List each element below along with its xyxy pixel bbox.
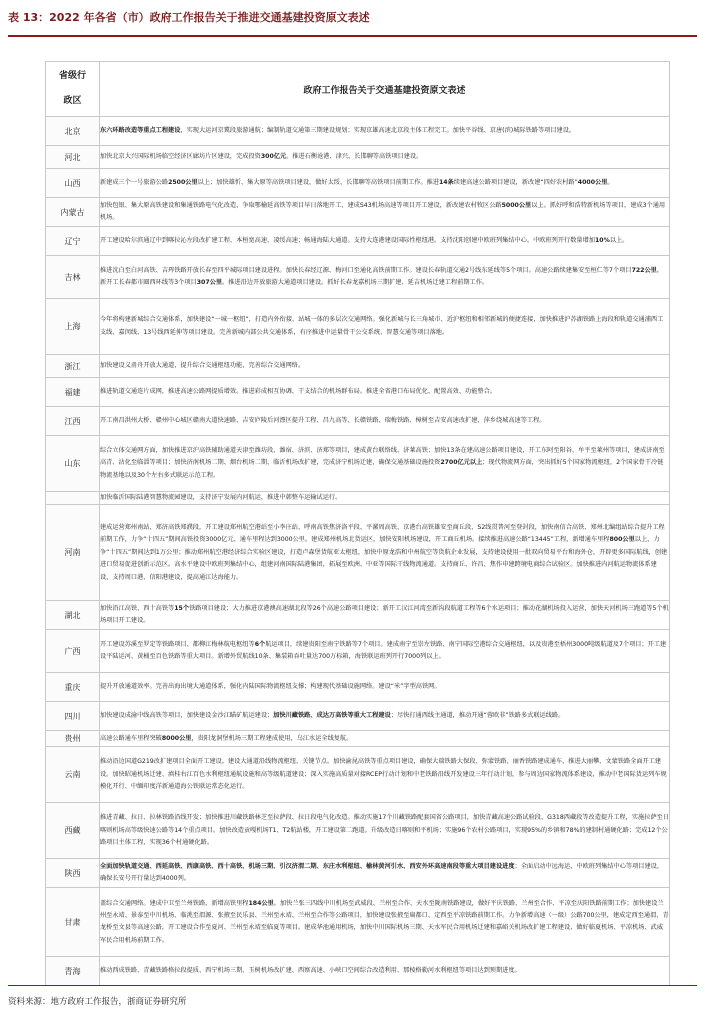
description-text: 综合立体交通网方面，加快推进京沪高铁辅助通道天津至潍坊段、潍宿、济滨、济郑等项目，建成黄台联络线、济莱高铁；加快13条在建高速公路项目建设，开工东阿至阳谷、牟平至莱州等项目，建成济南至高青、沾化至临淄等项目；加快济南机场二期、烟台机场二期、临沂机场改扩建，完成济宁机场迁建，确保交通基础设施投资: [100, 446, 665, 467]
province-cell: 四川: [46, 702, 100, 731]
table-header-row: [46, 62, 670, 117]
title-divider: [8, 35, 697, 37]
highlighted-text: 2500公里: [168, 178, 198, 186]
description-cell: [100, 957, 670, 986]
description-text: 铁路项目建设；大力推进京港澳高速湖北段等26个高速公路项目建设；新开工汉江河湾至新沟段航道工程等6个水运项目；推动花湖机场投入运营，加快天河机场三跑道等5个机场项目开工建设。: [100, 605, 669, 625]
description-text: 建成运营郑州南站、郑济高铁郑濮段，开工建设郑州航空港站至小李庄站、呼南高铁焦济洛平段、平漯周高铁、京港台高铁雄安至商丘段、S2线贯普河至登封段，加快南信合高铁、郑州北编组站综合提升工程前期工作，力争“十四五”期间高铁投资3000亿元、通车里程达到3000公里。建成郑州机场北货运区，加快安阳机场建设，开工商丘机场。接续推进高速公路“13445”工程，新增通车里程: [100, 523, 665, 544]
table-row: [46, 355, 670, 378]
table-row: [46, 601, 670, 630]
province-cell: 云南: [46, 747, 100, 803]
description-text: ，新开工长春都市圈西环线等3个项目: [100, 266, 664, 286]
province-cell: 陕西: [46, 859, 100, 888]
province-cell: 河南: [46, 505, 100, 601]
province-cell: 重庆: [46, 673, 100, 702]
description-text: 推进青藏、拉日、拉林铁路沿线开发；加快推进川藏铁路林芝至拉萨段、拉日段电气化改造。推动实施17个川藏铁路配套国省公路项目，加快青藏高速公路试验段、G318西藏段等改造提升工程，实施拉萨至日喀则机场高等级快速公路等14个重点项目。加快改造贡嘎机场T1、T2航站楼，开工建设第二跑道。升级改造日喀则和平机场；实施96个农村公路项目，实现95%的乡镇和78%的建制村通硬化路；完成12个公路项目主体工程，实现36个村通硬化路。: [100, 814, 669, 847]
description-text: 航运项目，续建贵阳至南宁铁路等7个项目。建成南宁至崇左铁路、南宁国际空港综合交通枢纽，以及贵港至梧州3000吨级航道及7个项目；开工建设平陆运河、黄桶至百色铁路等重大项目。新增外贸航线10条、集装箱吞吐量达700万标箱，海铁联运班列开行7000列以上。: [100, 641, 667, 661]
table-row: [46, 227, 670, 256]
description-cell: [100, 146, 670, 169]
description-cell: [100, 407, 670, 436]
description-cell: [100, 492, 670, 505]
table-row: [46, 198, 670, 227]
table-row: [46, 747, 670, 803]
description-cell: [100, 436, 670, 492]
province-cell: 浙江: [46, 355, 100, 378]
description-text: 开工南昌洪州大桥、赣州中心城区赣南大道快速路、吉安庐陵后河漂区提升工程、昌九高等、长赣铁路、瑞梅铁路、樟树至吉安高速改扩建、萍乡绕城高速等工程。: [100, 416, 546, 424]
description-cell: [100, 117, 670, 146]
province-cell: 江西: [46, 407, 100, 436]
description-text: 以上。: [609, 236, 629, 244]
description-text: ；尽快打通西线主通道，推动开通“蓉欧非”铁路多式联运线路。: [390, 712, 565, 720]
description-text: 加快包银、集大原高铁建设和集通铁路电气化改造，争取鄂榆延高铁等项目早日落地开工，建成S43机场高速等项目开工建设，新改建农村牧区公路: [100, 201, 502, 209]
province-cell: 甘肃: [46, 888, 100, 957]
table-row: [46, 299, 670, 355]
description-cell: [100, 169, 670, 198]
description-text: 开工建设哈尔滨通辽中到喀拉沁左段改扩建工程、本桓宽高速、凌绥高速；畅通海陆大通道。支持大连港建设国际性枢纽港。支持沈阳创建中欧班列集结中心。中欧班列开行数量增加: [100, 236, 595, 244]
description-text: 以上。抓好呼和浩特新机场等项目，建成3个通用机场。: [100, 201, 666, 221]
province-cell: 河北: [46, 146, 100, 169]
province-cell: 内蒙古: [46, 198, 100, 227]
table-row: [46, 169, 670, 198]
description-text: ；现代物流网方面，突出抓好5个国家物流枢纽，2个国家骨干冷链物流基地以及30个左右多式联运示范工程。: [100, 459, 664, 479]
highlighted-text: 加快川藏铁路、成达万高铁等重大工程建设: [273, 712, 391, 720]
table-row: [46, 436, 670, 492]
province-cell: 广西: [46, 630, 100, 673]
province-cell: 贵州: [46, 731, 100, 747]
highlighted-text: 东六环路改造等重点工程建设: [100, 126, 181, 134]
description-text: 。加快兰张三四线中川机场至武威段、兰州至合作、天水至陇南铁路建设，做好平庆铁路、兰州至合作、平凉至庆阳铁路前期工作；加快建设兰州至永靖、景泰至中川机场、临洮至渭源、张掖至民乐县、兰州至永靖、兰州至合作等公路项目，加快建设张掖至扁都口、定西至平凉铁路前期工作。力争新增高速（一级）公路700公里，建成定西至通渭、青龙桥至文县等高速公路，开工建设合作至夏河、兰州至永靖至临夏等项目。建成华池通用机场，加快中川国际机场三期、天水军民合用机场迁建和嘉峪关机场改扩建工程建设，做好临夏机场、平凉机场、武威军民合用机场前期工作。: [100, 899, 669, 944]
header-province-line2: 政区: [63, 96, 82, 106]
province-cell: 上海: [46, 299, 100, 355]
description-cell: [100, 256, 670, 299]
description-text: 推进沈白至白河高铁、吉珲铁路开放长春至四平城际项目建设进程。加快长春经辽源、梅河口至通化高铁前期工作。建设长春轨道交通2号线东延线等5个项目。高速公路续建集安至桓仁等7个项目: [100, 266, 632, 274]
highlighted-text: 6个: [254, 641, 266, 648]
description-cell: [100, 888, 670, 957]
table-row: [46, 256, 670, 299]
highlighted-text: 14条: [438, 178, 454, 186]
table-row: [46, 492, 670, 505]
description-text: 加快沿江高铁、西十高铁等: [100, 605, 175, 612]
description-cell: [100, 378, 670, 407]
table-row: [46, 957, 670, 986]
policy-table: [45, 61, 670, 986]
description-cell: [100, 747, 670, 803]
table-title: 表 13：2022 年各省（市）政府工作报告关于推进交通基建投资原文表述: [8, 11, 370, 24]
province-cell: 辽宁: [46, 227, 100, 256]
table-row: [46, 630, 670, 673]
highlighted-text: 184公里: [248, 899, 274, 907]
description-text: 加快建设义甬舟开放大通道，提升综合交通枢纽功能，完善综合交通网络。: [100, 361, 305, 369]
description-cell: [100, 227, 670, 256]
description-text: 续建高速公路项目建设，新改建“四好农村路”: [453, 178, 578, 186]
table-body: [46, 117, 670, 986]
description-text: 今年将构建新城综合交通体系，加快建设“一城一枢纽”，打造内外衔接、站城一体的多层次交通网络。强化新城与长三角城市、近沪枢纽和相邻新城的便捷连接，加快推进沪苏湖铁路上海段和轨道交通浦西工支线、嘉闵线、13号线西延伸等项目建设。完善新城内部公共交通体系，有序推进中运量骨干公交系统、智慧交通等项目落地。: [100, 316, 664, 336]
highlighted-text: 5000公里: [501, 201, 532, 209]
table-row: [46, 803, 670, 859]
description-cell: [100, 601, 670, 630]
header-province: [46, 62, 100, 117]
header-province-line1: 省级行: [58, 71, 86, 81]
table-row: [46, 407, 670, 436]
header-description: 政府工作报告关于交通基建投资原文表述: [100, 62, 670, 117]
description-text: 加快北京大兴国际机场临空经济区廊坊片区建设，完成投资: [100, 152, 261, 160]
description-text: 新建成三个一号旅游公路: [100, 178, 169, 186]
table-row: [46, 117, 670, 146]
footer-divider: [8, 985, 697, 986]
description-cell: [100, 505, 670, 601]
description-text: 以上；加快雄忻、集大原等高铁项目建设，做好太绥、长邯聊等高铁项目前期工作。推进: [197, 178, 439, 186]
table-row: [46, 673, 670, 702]
description-text: 盖综合交通网络。建成中卫至兰州铁路，新增高铁里程: [100, 899, 249, 907]
highlighted-text: 15个: [174, 605, 190, 612]
description-text: 推动沿边国道G219改扩建项目全面开工建设。建设大通道沿线物流枢纽、关键节点。加快渝昆高铁等重点项目建设，确保大瑞铁路大保段、弥蒙铁路、丽香铁路建成通车，推进大丽攀、文蒙铁路全面开工建设。加快昭通机场迁建、滇桂右江百色水利枢纽通航设施和高等级航道建设；深入实施高质量对接RCEP行动计划和中老铁路沿线开发建设三年行动计划，参与周边国家物流体系建设，推动中老国际货运列车规模化开行、中缅印度洋新通道海公铁联运常态化运行。: [100, 758, 667, 791]
description-cell: [100, 803, 670, 859]
description-text: 开工建设苏溪至罗定等铁路项目、都柳江梅林航电枢纽等: [100, 641, 255, 648]
province-cell: [46, 492, 100, 505]
description-cell: [100, 299, 670, 355]
highlighted-text: 300亿元: [260, 152, 287, 160]
table-row: [46, 378, 670, 407]
table-row: [46, 702, 670, 731]
table-row: [46, 859, 670, 888]
province-cell: 湖北: [46, 601, 100, 630]
province-cell: 西藏: [46, 803, 100, 859]
province-cell: 福建: [46, 378, 100, 407]
province-cell: 山东: [46, 436, 100, 492]
description-cell: [100, 702, 670, 731]
description-text: 推进轨道交通连片成网，推进高速公路网提质增效。推进彩成相互协调、干支结合的机场群布局。推进全省港口布局优化、配置高效、功能整合。: [100, 387, 496, 395]
description-text: 推动西成铁路、青藏铁路格拉段提质、西宁机场三期、玉树机场改扩建、西察高速、小峡口空间综合改造利用、那棱格勒河水利枢纽等项目达到预期进度。: [100, 967, 521, 975]
description-text: 。推进石衡沧港、津兴、长邯聊等高铁项目建设。: [286, 152, 423, 160]
highlighted-text: 722公里: [631, 266, 657, 274]
province-cell: 山西: [46, 169, 100, 198]
highlighted-text: 4000公里: [577, 178, 608, 186]
highlighted-text: 10%: [595, 236, 610, 244]
description-cell: [100, 731, 670, 747]
table-row: [46, 731, 670, 747]
highlighted-text: 307公里: [196, 279, 223, 286]
source-note: 资料来源：地方政府工作报告，浙商证券研究所: [8, 997, 187, 1007]
province-cell: 吉林: [46, 256, 100, 299]
table-row: [46, 505, 670, 601]
table-row: [46, 888, 670, 957]
province-cell: 青海: [46, 957, 100, 986]
description-text: ，贵阳龙洞堡机场三期工程建成使用，乌江水运全线复航。: [191, 734, 353, 742]
description-text: ，实现大运河京冀段旅游通航；编制轨道交通第三期建设规划；实现京雄高速北京段主体工程完工。加快平谷线、京唐(滨)城际铁路等项目建设。: [180, 126, 576, 134]
highlighted-text: 全面加快轨道交通、西延高铁、西康高铁、西十高铁、机场三期、引汉济渭二期、东庄水利枢纽、榆林黄河引水、西安外环高速南段等重大项目建设进度: [100, 863, 515, 870]
description-text: ；全面启动中远海运、中欧班列集结中心等项目建设，确保长安号开行量达到4000列。: [100, 863, 664, 883]
description-cell: [100, 630, 670, 673]
province-cell: 北京: [46, 117, 100, 146]
description-text: 。推进沿边开放旅游大通道项目建设。抓好长春龙嘉机场三期扩建、延吉机场迁建工程前期工作。: [222, 279, 489, 286]
highlighted-text: 2700亿元以上: [440, 459, 483, 467]
description-cell: [100, 859, 670, 888]
description-text: 提升开放通道效率。完善出海出境大通道体系，强化内陆国际物流枢纽支撑；构建现代基础设施网络。建设“米”字型高铁网。: [100, 683, 441, 691]
description-cell: [100, 198, 670, 227]
description-text: 。: [607, 178, 614, 186]
description-cell: [100, 355, 670, 378]
description-cell: [100, 673, 670, 702]
description-text: 加快临沂国际陆港智慧物流园建设，支持济宁发展内河航运，推进中韩整车运输试运行。: [100, 494, 342, 501]
description-text: 以上，力争“十四五”期间达到1万公里；推动郑州航空港经济综合实验区建设，打造卢森堡货航亚太枢纽，加快中原龙浩和中州航空等货航企业发展，支持建设使用一批双向贸易平台和海外仓，开辟更多国际航线，创建进口贸易促进创新示范区。高水平建设中欧班列集结中心，组建河南国际陆港集团，拓展至欧洲、中亚等国际干线物流通道。支持商丘、许昌、焦作申建跨境电商综合试验区。加快推进内河航运物流体系建设，支持周口港、信阳港建设，提高通江达海能力。: [100, 536, 668, 581]
highlighted-text: 800公里: [609, 536, 635, 544]
description-text: 高速公路通车里程突破: [100, 734, 162, 742]
description-text: 加快建设成渝中线高铁等项目，加快建设金沙江瞄矿航运建设；: [100, 712, 274, 720]
table-row: [46, 146, 670, 169]
highlighted-text: 8000公里: [161, 734, 192, 742]
